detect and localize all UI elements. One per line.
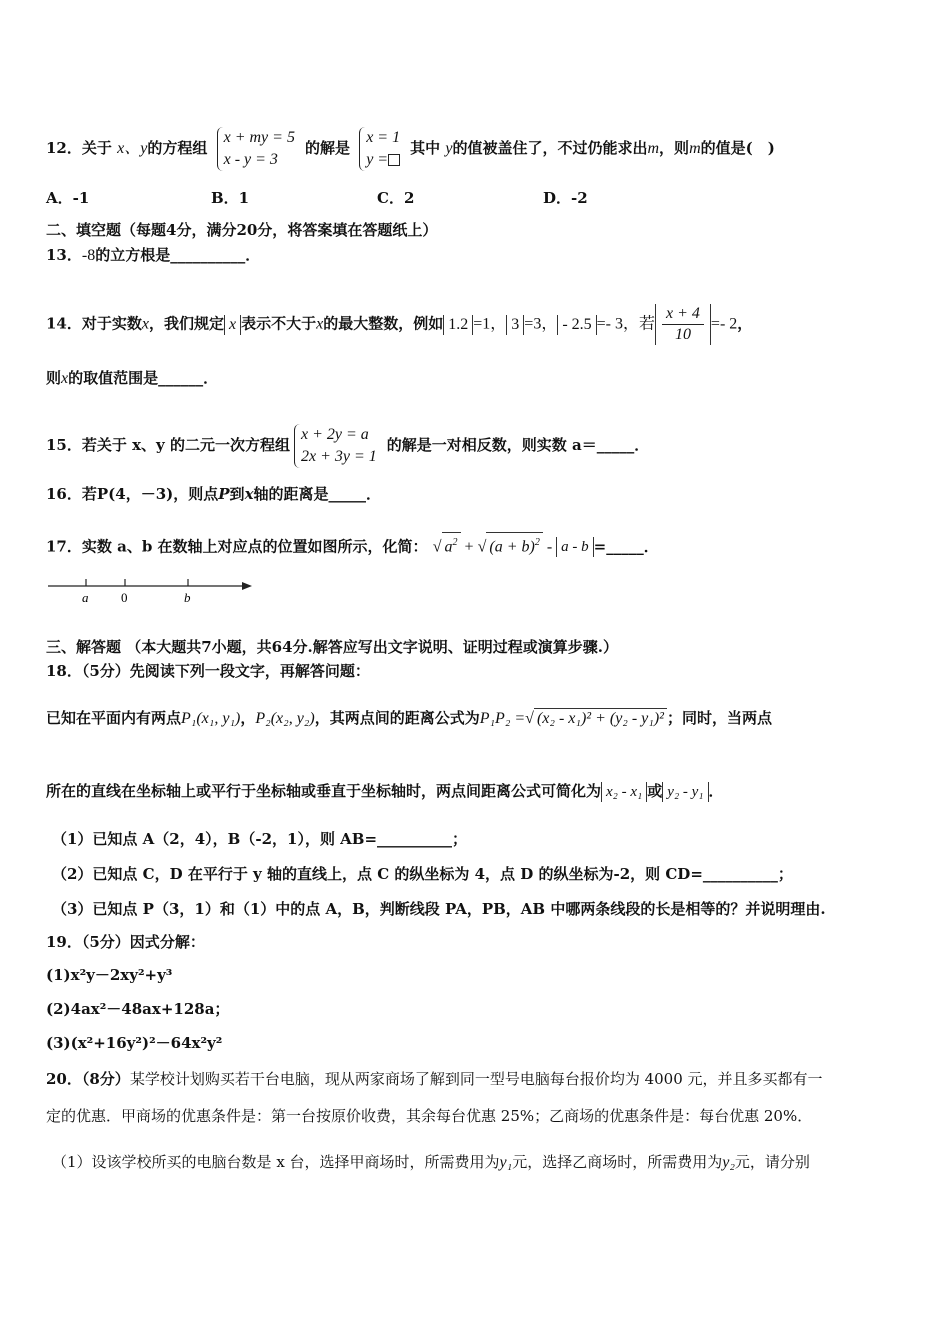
- q18-text: 或: [647, 782, 663, 800]
- q20-title: （8分）: [81, 1070, 130, 1088]
- q12-text: 关于: [81, 139, 112, 157]
- q15-text: 的解是一对相反数，则实数 a＝_____．: [386, 436, 650, 454]
- q16-point: P(4，－3): [96, 485, 174, 503]
- q16-x: x: [244, 485, 254, 503]
- q20-text: 元，请分别: [734, 1153, 810, 1171]
- q17-expr1: a: [444, 538, 453, 556]
- q14-frac-den: 10: [674, 326, 691, 343]
- q17-sqrt1: $a^2$: [442, 532, 461, 557]
- q18-point-2: P₂(x₂, y₂): [255, 710, 315, 727]
- q15-eq2: 2x + 3y = 1: [300, 448, 377, 465]
- q14-frac-val: =- 2: [710, 315, 738, 333]
- q14-frac-num: x + 4: [662, 304, 704, 325]
- q14-number: 14．: [46, 314, 82, 333]
- q14-text: 的取值范围是______．: [68, 369, 219, 387]
- q18-sub-1: （1）已知点 A（2，4），B（-2，1），则 AB=__________；: [52, 830, 468, 848]
- q20-text: （1）设该学校所买的电脑台数是 x 台，选择甲商场时，所需费用为: [52, 1153, 500, 1171]
- q20-number: 20．: [46, 1070, 82, 1088]
- q14-ex3-val: =- 3，若: [596, 315, 656, 333]
- q18-formula: (x₂ - x₁)² + (y₂ - y₁)²: [534, 708, 667, 729]
- q17-tail: =_____．: [593, 537, 659, 556]
- q17-text: 实数 a、b 在数轴上对应点的位置如图所示，化简：: [81, 537, 428, 556]
- q18-text: 已知在平面内有两点: [46, 709, 182, 727]
- q16-p: P: [218, 485, 230, 503]
- q18-text: ；同时，当两点: [666, 709, 772, 727]
- q12-eq2: x - y = 3: [223, 151, 278, 168]
- q12-sol1: x = 1: [366, 129, 401, 146]
- q18-sub-3: （3）已知点 P（3，1）和（1）中的点 A，B，判断线段 PA，PB，AB 中哪两条线段的长是相等的？并说明理由.: [52, 900, 826, 918]
- q19-title-line: [46, 932, 205, 952]
- q18-title: （5分）先阅读下列一段文字，再解答问题：: [81, 662, 370, 680]
- q14-var-x: x: [316, 315, 324, 333]
- q15-number: 15．: [46, 436, 82, 454]
- section-3-heading: 三、解答题 （本大题共7小题，共64分.解答应写出文字说明、证明过程或演算步骤.）: [46, 638, 618, 656]
- q18-point-1: P₁(x₁, y₁): [181, 710, 241, 727]
- q14-floor-fraction: [655, 304, 711, 345]
- q12-text: 其中: [410, 139, 441, 157]
- q12-text: 的值被盖住了，不过仍能求出: [452, 139, 648, 157]
- q14-text: ，我们规定: [149, 314, 225, 333]
- q15-system: [294, 424, 383, 468]
- q12-system: [217, 127, 301, 171]
- q18-sub-2: （2）已知点 C，D 在平行于 y 轴的直线上，点 C 的纵坐标为 4，点 D 的纵坐标为-2，则 CD=__________；: [52, 865, 793, 883]
- q14-var-x: x: [61, 370, 69, 387]
- q12-number: 12．: [46, 139, 82, 157]
- arrow-icon: [242, 582, 252, 590]
- q18-para-1: 已知在平面内有两点P₁(x₁, y₁)，P₂(x₂, y₂)，其两点间的距离公式为P₁P₂ =√ (x₂ - x₁)² + (y₂ - y₁)² ；同时，当两点: [46, 709, 772, 727]
- q12-var-m: m: [689, 140, 701, 157]
- q14-ex3: - 2.5: [557, 315, 596, 335]
- q16-text: 到: [229, 485, 245, 503]
- q19-item-1: (1)x²y－2xy²+y³: [46, 966, 173, 984]
- q20-y2: y₂: [722, 1154, 735, 1171]
- covered-box-icon: [388, 154, 400, 166]
- q12-var-m: m: [647, 140, 660, 157]
- q14-fraction: [662, 304, 704, 345]
- q19-item-2: (2)4ax²－48ax+128a；: [46, 1000, 230, 1018]
- label-a: a: [82, 590, 89, 605]
- q17-number: 17．: [46, 537, 82, 556]
- q20-line-1: [46, 1069, 823, 1089]
- q12-text: 的方程组: [147, 139, 208, 157]
- q16-text: ，则点: [173, 485, 219, 503]
- q19-number: 19．: [46, 933, 82, 951]
- q12-option-d: D．-2: [543, 189, 588, 207]
- q14-ex1-val: =1，: [473, 315, 507, 333]
- q19-item-3: (3)(x²+16y²)²－64x²y²: [46, 1034, 223, 1052]
- q14-ex2-val: =3，: [524, 315, 558, 333]
- q14-ex1: 1.2: [443, 315, 473, 335]
- label-b: b: [184, 590, 191, 605]
- q12-sol2: y =: [366, 151, 389, 168]
- q19-title: （5分）因式分解：: [81, 933, 205, 951]
- q20-text: 元，选择乙商场时，所需费用为: [512, 1153, 723, 1171]
- q17-expr2: (a + b): [489, 538, 535, 556]
- q14-text: 的最大整数，例如: [323, 314, 444, 333]
- q16-number: 16．: [46, 485, 82, 503]
- q12-option-c: C．2: [377, 189, 415, 207]
- q18-abs-x: x₂ - x₁: [601, 782, 647, 802]
- q15-text: 若关于 x、y 的二元一次方程组: [81, 436, 290, 454]
- q14-text: 则: [46, 369, 62, 387]
- q14-ex2: 3: [506, 315, 524, 335]
- q13-text: 的立方根是__________．: [95, 246, 261, 264]
- q12-text: 的值是( ): [700, 139, 775, 157]
- q13-number: 13．: [46, 246, 82, 264]
- q14-comma: ，: [737, 314, 753, 333]
- q18-abs-y: y₂ - y₁: [662, 782, 708, 802]
- q18-formula-lhs: P₁P₂ =: [479, 710, 526, 727]
- q15-eq1: x + 2y = a: [300, 426, 369, 443]
- q20-line-2: 定的优惠．甲商场的优惠条件是：第一台按原价收费，其余每台优惠 25%；乙商场的优惠条件是：每台优惠 20%．: [46, 1107, 813, 1125]
- q12-text: 的解是: [304, 139, 350, 157]
- q12-text: ，则: [659, 139, 690, 157]
- q14-line: [46, 304, 752, 345]
- q14-text: 表示不大于: [241, 314, 317, 333]
- q17-abs: a - b: [556, 537, 594, 557]
- q13-line: [46, 245, 260, 266]
- q12-line: [46, 127, 775, 171]
- q12-solution: [359, 127, 406, 171]
- q18-text: ．: [708, 782, 724, 800]
- q20-y1: y₁: [499, 1154, 513, 1171]
- q15-line: [46, 424, 649, 468]
- q18-text: 所在的直线在坐标轴上或平行于坐标轴或垂直于坐标轴时，两点间距离公式可简化为: [46, 782, 602, 800]
- q18-para-2: [46, 781, 724, 802]
- q12-option-b: B．1: [211, 189, 250, 207]
- q16-text: 轴的距离是_____．: [253, 485, 382, 503]
- q14-line-2: [46, 368, 218, 389]
- q18-title-line: [46, 661, 370, 681]
- q16-line: [46, 484, 381, 504]
- label-0: 0: [121, 590, 128, 605]
- q14-text: 对于实数: [81, 314, 142, 333]
- q20-text: 某学校计划购买若干台电脑，现从两家商场了解到同一型号电脑每台报价均为 4000 元，并且多买都有一: [129, 1070, 823, 1088]
- q12-vars: x、y: [117, 140, 148, 157]
- q13-expr: -8: [81, 247, 96, 264]
- q17-line: 17．实数 a、b 在数轴上对应点的位置如图所示，化简： √ $a^2$ + √ $(a + b)^2 - a - b$ =_____．: [46, 532, 659, 557]
- q18-number: 18．: [46, 662, 82, 680]
- q12-eq1: x + my = 5: [223, 129, 295, 146]
- q20-line-3: [52, 1152, 810, 1173]
- section-2-heading: 二、填空题（每题4分，满分20分，将答案填在答题纸上）: [46, 221, 438, 239]
- q18-text: ，其两点间的距离公式为: [314, 709, 480, 727]
- q17-sqrt2: $(a + b)^2$: [486, 532, 542, 557]
- q17-minus: -: [546, 538, 553, 556]
- number-line-figure: [46, 574, 261, 608]
- q14-floor-x: x: [224, 315, 241, 335]
- q16-text: 若: [81, 485, 97, 503]
- q12-option-a: A．-1: [46, 189, 90, 207]
- q12-var-y: y: [445, 140, 453, 157]
- q14-var-x: x: [141, 315, 149, 333]
